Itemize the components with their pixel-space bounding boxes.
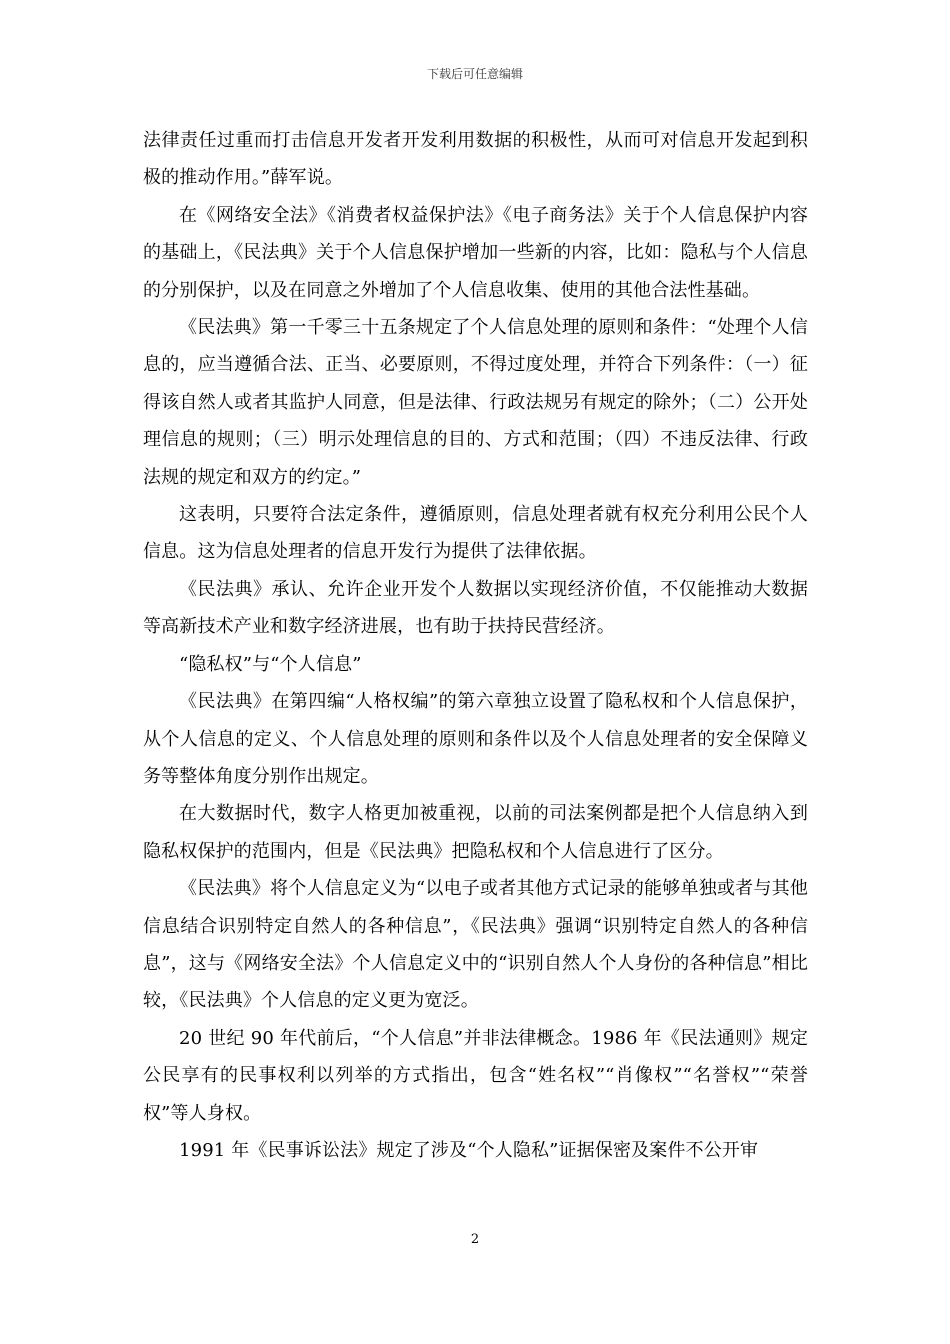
- paragraph: 这表明，只要符合法定条件，遵循原则，信息处理者就有权充分利用公民个人信息。这为信息处理者的信息开发行为提供了法律依据。: [143, 504, 808, 563]
- document-body: [143, 122, 808, 1169]
- paragraph: 《民法典》承认、允许企业开发个人数据以实现经济价值，不仅能推动大数据等高新技术产业和数字经济进展，也有助于扶持民营经济。: [143, 578, 808, 638]
- section-heading: “隐私权”与“个人信息”: [179, 653, 362, 675]
- paragraph: 1991 年《民事诉讼法》规定了涉及“个人隐私”证据保密及案件不公开审: [179, 1139, 759, 1161]
- paragraph: 《民法典》将个人信息定义为“以电子或者其他方式记录的能够单独或者与其他信息结合识别特定自然人的各种信息”，《民法典》强调“识别特定自然人的各种信息”，这与《网络安全法》个人信息定义中的“识别自然人个人身份的各种信息”相比较，《民法典》个人信息的定义更为宽泛。: [143, 878, 808, 1012]
- page-number: 2: [470, 1232, 480, 1247]
- paragraph: 在大数据时代，数字人格更加被重视，以前的司法案例都是把个人信息纳入到隐私权保护的范围内，但是《民法典》把隐私权和个人信息进行了区分。: [143, 803, 808, 862]
- paragraph: 《民法典》在第四编“人格权编”的第六章独立设置了隐私权和个人信息保护，从个人信息的定义、个人信息处理的原则和条件以及个人信息处理者的安全保障义务等整体角度分别作出规定。: [143, 691, 808, 787]
- paragraph: 《民法典》第一千零三十五条规定了个人信息处理的原则和条件：“处理个人信息的，应当遵循合法、正当、必要原则，不得过度处理，并符合下列条件：（一）征得该自然人或者其监护人同意，但是法律、行政法规另有规定的除外；（二）公开处理信息的规则；（三）明示处理信息的目的、方式和范围；（四）不违反法律、行政法规的规定和双方的约定。”: [143, 317, 808, 488]
- paragraph: 20 世纪 90 年代前后，“个人信息”并非法律概念。1986 年《民法通则》规定公民享有的民事权利以列举的方式指出，包含“姓名权”“肖像权”“名誉权”“荣誉权”等人身权。: [143, 1027, 808, 1124]
- paragraph-continuation: 法律责任过重而打击信息开发者开发利用数据的积极性，从而可对信息开发起到积极的推动作用。”薛军说。: [143, 130, 808, 189]
- page-header: 下载后可任意编辑: [426, 67, 523, 81]
- paragraph: 在《网络安全法》《消费者权益保护法》《电子商务法》关于个人信息保护内容的基础上，《民法典》关于个人信息保护增加一些新的内容，比如：隐私与个人信息的分别保护，以及在同意之外增加了个人信息收集、使用的其他合法性基础。: [143, 204, 808, 301]
